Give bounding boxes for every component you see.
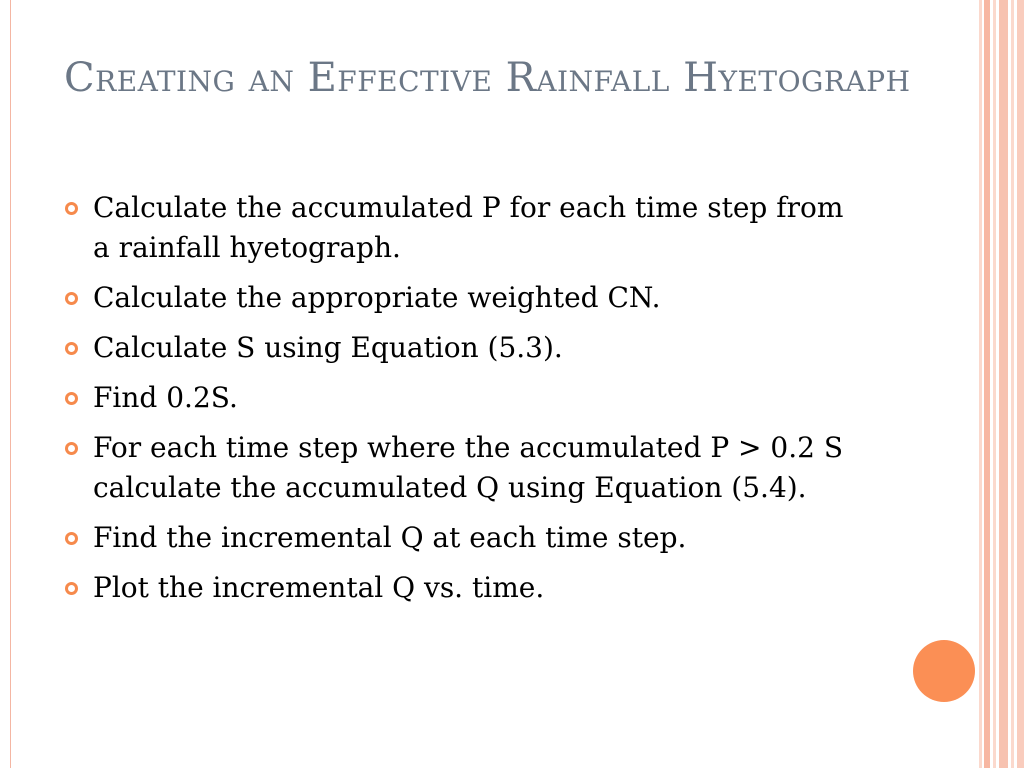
- bullet-text: Calculate the appropriate weighted CN.: [93, 281, 661, 314]
- decorative-stripe: [984, 0, 990, 768]
- bullet-item: [64, 328, 864, 368]
- decorative-stripe: [1011, 0, 1014, 768]
- bullet-item: [64, 278, 864, 318]
- bullet-item: [64, 518, 864, 558]
- circle-bullet-icon: [65, 202, 78, 215]
- bullet-text: Calculate S using Equation (5.3).: [93, 331, 563, 364]
- slide-title: Creating an Effective Rainfall Hyetograph: [64, 55, 911, 101]
- bullet-item: [64, 378, 864, 418]
- bullet-text: Find the incremental Q at each time step.: [93, 521, 687, 554]
- circle-bullet-icon: [65, 442, 78, 455]
- circle-bullet-icon: [65, 532, 78, 545]
- bullet-text: Calculate the accumulated P for each time step from a rainfall hyetograph.: [93, 191, 844, 264]
- bullet-item: [64, 568, 864, 608]
- circle-bullet-icon: [65, 292, 78, 305]
- left-border-line: [10, 0, 11, 768]
- decorative-stripe: [993, 0, 996, 768]
- bullet-text: Find 0.2S.: [93, 381, 238, 414]
- decorative-stripe: [1017, 0, 1024, 768]
- decorative-stripe: [999, 0, 1008, 768]
- decorative-stripe: [979, 0, 982, 768]
- circle-bullet-icon: [65, 582, 78, 595]
- decorative-circle: [913, 640, 975, 702]
- bullet-list: [64, 188, 864, 618]
- bullet-text: For each time step where the accumulated P > 0.2 S calculate the accumulated Q using Equation (5.4).: [93, 431, 844, 504]
- bullet-text: Plot the incremental Q vs. time.: [93, 571, 545, 604]
- bullet-item: [64, 188, 864, 268]
- circle-bullet-icon: [65, 342, 78, 355]
- bullet-item: [64, 428, 864, 508]
- circle-bullet-icon: [65, 392, 78, 405]
